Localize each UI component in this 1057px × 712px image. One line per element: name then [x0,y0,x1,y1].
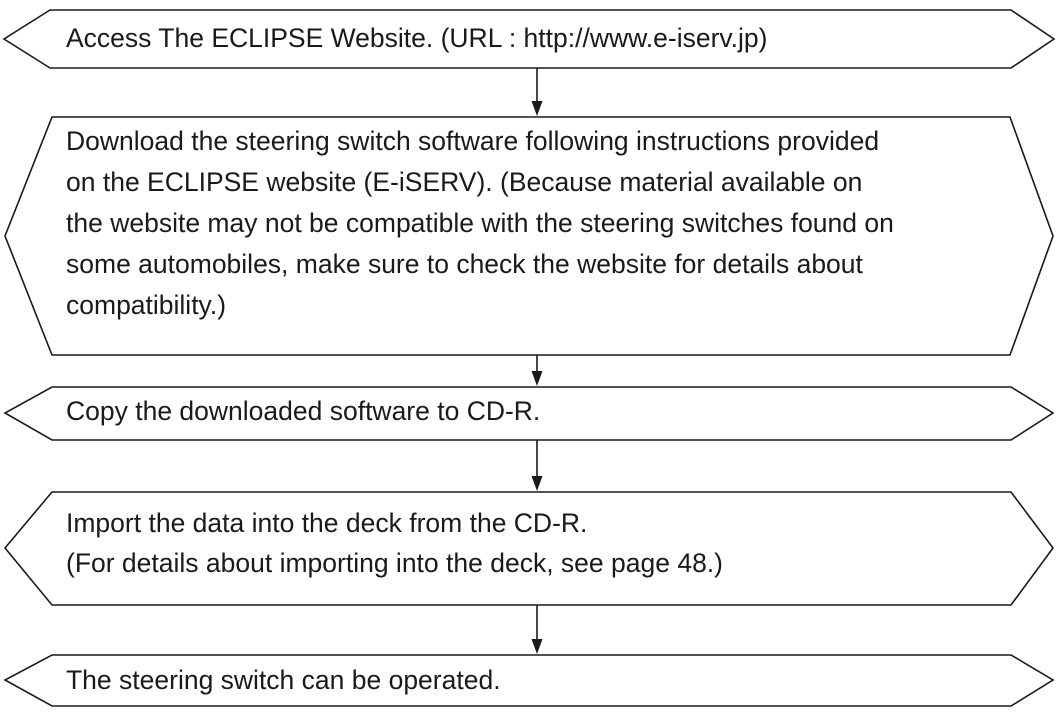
step-1-text [66,18,768,59]
flow-arrow-2 [532,355,543,386]
step-text-line: Download the steering switch software following instructions provided [66,126,880,156]
arrow-head [532,476,543,491]
step-text-line: Access The ECLIPSE Website. (URL : http://www.e-iserv.jp) [66,23,768,53]
flow-arrow-4 [532,605,543,654]
arrow-head [532,101,543,116]
step-text-line: The steering switch can be operated. [66,665,501,695]
arrow-head [532,371,543,386]
flow-arrow-1 [532,68,543,116]
step-text-line: Import the data into the deck from the CD-R. [66,508,588,538]
step-4-text [66,503,723,583]
step-5-text [66,660,501,701]
arrow-head [532,639,543,654]
step-3-text [66,391,540,432]
step-text-line: on the ECLIPSE website (E-iSERV). (Because material available on [66,167,863,197]
step-text-line: the website may not be compatible with the steering switches found on [66,208,894,238]
step-text-line: compatibility.) [66,290,227,320]
flow-arrow-3 [532,440,543,491]
step-2-text [66,121,894,326]
step-text-line: some automobiles, make sure to check the website for details about [66,249,863,279]
step-text-line: (For details about importing into the deck, see page 48.) [66,548,723,578]
step-text-line: Copy the downloaded software to CD-R. [66,396,541,426]
